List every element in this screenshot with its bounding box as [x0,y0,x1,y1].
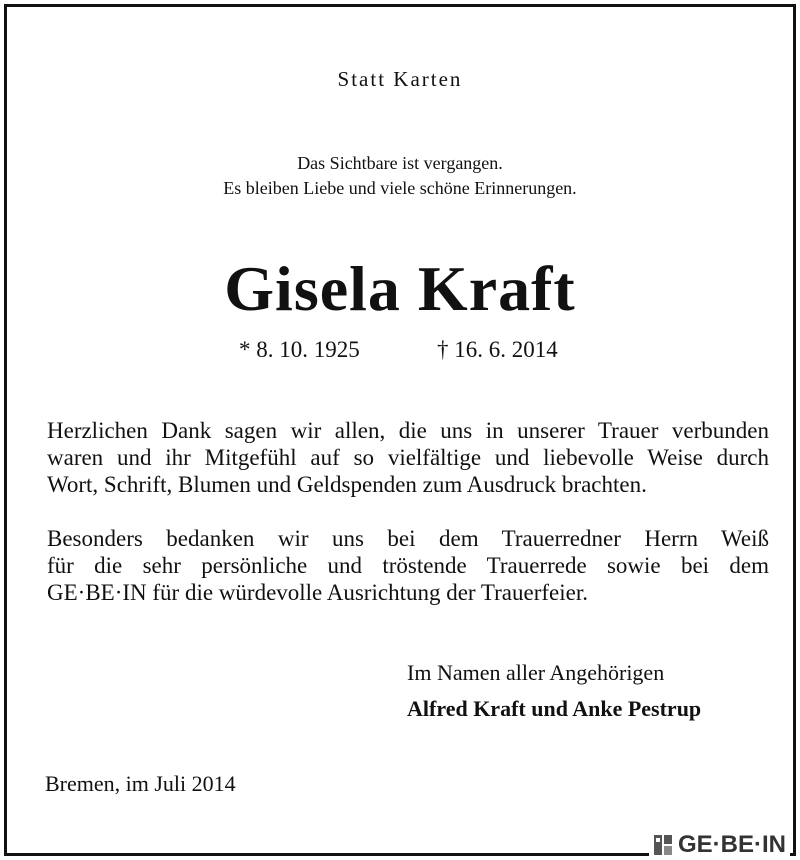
place-date: Bremen, im Juli 2014 [45,771,236,796]
gebein-logo [649,832,790,858]
birth-date: * 8. 10. 1925 [239,337,360,362]
deceased-name: Gisela Kraft [224,253,576,324]
notice-header: Statt Karten [337,67,463,91]
gebein-logo-text: GE·BE·IN [678,831,786,858]
paragraph-line: Wort, Schrift, Blumen und Geldspenden zum Ausdruck brachten. [47,472,647,497]
paragraph-line: GE·BE·IN für die würdevolle Ausrichtung der Trauerfeier. [47,580,588,605]
paragraph-line: für die sehr persönliche und tröstende Trauerrede sowie bei dem [47,553,769,578]
motto-line: Das Sichtbare ist vergangen. [297,153,503,173]
paragraph-line: Herzlichen Dank sagen wir allen, die uns in unserer Trauer verbunden [47,418,769,443]
motto-line: Es bleiben Liebe und viele schöne Erinnerungen. [223,178,577,198]
death-date: † 16. 6. 2014 [437,337,558,362]
gebein-logo-icon [653,834,673,856]
motto [7,151,793,201]
signature-intro: Im Namen aller Angehörigen [407,660,665,685]
notice-frame [4,4,796,856]
signature-names: Alfred Kraft und Anke Pestrup [407,696,702,721]
paragraph-line: waren und ihr Mitgefühl auf so vielfältige und liebevolle Weise durch [47,445,769,470]
special-thanks-paragraph [47,525,769,606]
thanks-paragraph [47,417,769,498]
paragraph-line: Besonders bedanken wir uns bei dem Trauerredner Herrn Weiß [47,526,769,551]
